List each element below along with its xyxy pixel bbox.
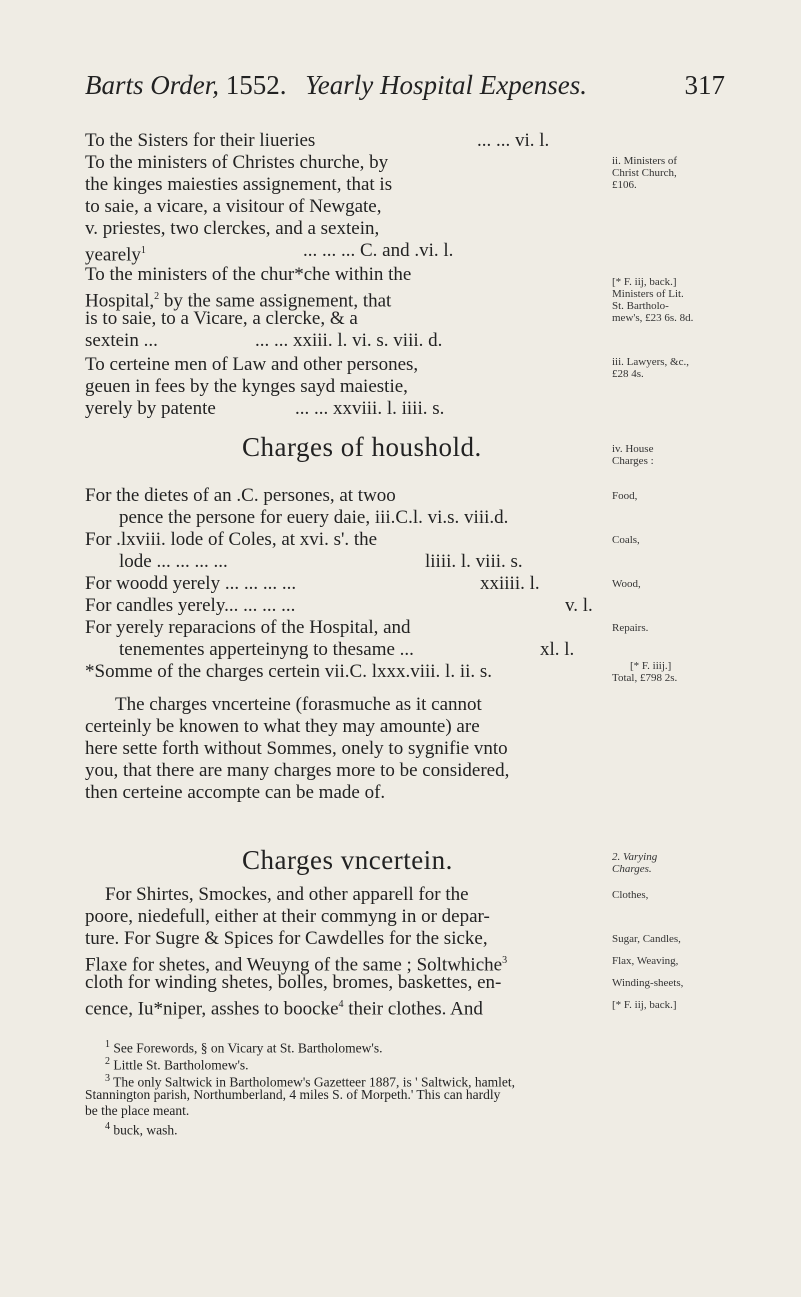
footnote-ref: 2: [154, 291, 160, 302]
header-title-italic: Barts Order,: [85, 70, 220, 100]
houshold-line: tenementes apperteinyng to thesame ...: [119, 639, 414, 660]
sidenote: Sugar, Candles,: [612, 933, 681, 945]
houshold-line: For the dietes of an .C. persones, at twoo: [85, 485, 396, 506]
footnote-continuation: Stannington parish, Northumberland, 4 miles S. of Morpeth.' This can hardly: [85, 1087, 501, 1102]
section-heading-vncertein: Charges vncertein.: [242, 845, 453, 875]
payment-line: sextein ...: [85, 330, 158, 351]
houshold-line: For yerely reparacions of the Hospital, and: [85, 617, 411, 638]
paragraph-line: cloth for winding shetes, bolles, bromes, baskettes, en-: [85, 972, 502, 993]
sidenote: ii. Ministers of: [612, 155, 678, 167]
sidenote: 2. Varying: [612, 851, 658, 863]
header-center-title: Yearly Hospital Expenses.: [305, 70, 587, 100]
paragraph-line: then certeine accompte can be made of.: [85, 782, 386, 803]
payment-line: To the ministers of Christes churche, by: [85, 152, 389, 173]
paragraph-line: cence, Iu*niper, asshes to boocke$^4$ their clothes. And: [85, 998, 483, 1020]
houshold-amount: v. l.: [565, 595, 593, 616]
payment-line: v. priestes, two clerckes, and a sextein,: [85, 218, 380, 239]
payment-line: geuen in fees by the kynges sayd maiestie,: [85, 376, 408, 397]
payment-amount: ... ... xxiii. l. vi. s. viii. d.: [255, 330, 443, 351]
payment-amount: ... ... ... C. and .vi. l.: [303, 240, 454, 261]
sidenote: Total, £798 2s.: [612, 672, 678, 684]
footnote-continuation: be the place meant.: [85, 1103, 190, 1118]
payment-line: Hospital,$^2$ by the same assignement, that: [85, 290, 392, 312]
footnote: $^2$ Little St. Bartholomew's.: [105, 1056, 249, 1073]
payment-line: To certeine men of Law and other persones,: [85, 354, 419, 375]
payment-line: yearely$^1$: [85, 244, 146, 266]
payment-line: To the Sisters for their liueries: [85, 130, 316, 151]
footnote: $^3$ The only Saltwick in Bartholomew's Gazetteer 1887, is ' Saltwick, hamlet,: [105, 1073, 516, 1090]
payment-line: To the ministers of the chur*che within the: [85, 264, 412, 285]
payment-line: to saie, a vicare, a visitour of Newgate,: [85, 196, 382, 217]
sidenote: £28 4s.: [612, 368, 644, 380]
paragraph-line: here sette forth without Sommes, onely to sygnifie vnto: [85, 738, 508, 759]
running-header: [85, 70, 725, 110]
footnote-ref: 1: [140, 245, 146, 256]
sidenote: [* F. iij, back.]: [612, 276, 677, 288]
paragraph-line: poore, niedefull, either at their commyng in or depar-: [85, 906, 490, 927]
paragraph-line: The charges vncerteine (forasmuche as it cannot: [115, 694, 482, 715]
payment-amount: ... ... xxviii. l. iiii. s.: [295, 398, 445, 419]
paragraph-line: certeinly be knowen to what they may amounte) are: [85, 716, 480, 737]
sidenote: Coals,: [612, 534, 640, 546]
sidenote: Wood,: [612, 578, 641, 590]
header-year: 1552.: [225, 70, 287, 100]
section-heading-houshold: Charges of houshold.: [242, 432, 482, 462]
sidenote: St. Bartholo-: [612, 300, 669, 312]
payment-amount: ... ... vi. l.: [477, 130, 550, 151]
sidenote: Clothes,: [612, 889, 649, 901]
houshold-amount: liiii. l. viii. s.: [425, 551, 523, 572]
sidenote: Charges :: [612, 455, 654, 467]
sidenote: Winding-sheets,: [612, 977, 684, 989]
sidenote: [* F. iiij.]: [630, 660, 672, 672]
sidenote: Ministers of Lit.: [612, 288, 684, 300]
paragraph-line: ture. For Sugre & Spices for Cawdelles for the sicke,: [85, 928, 488, 949]
footnote: $^4$ buck, wash.: [105, 1121, 178, 1138]
houshold-total-line: *Somme of the charges certein vii.C. lxxx.viii. l. ii. s.: [85, 661, 493, 682]
sidenote: [* F. iij, back.]: [612, 999, 677, 1011]
paragraph-line: For Shirtes, Smockes, and other apparell for the: [105, 884, 469, 905]
houshold-amount: xxiiii. l.: [480, 573, 540, 594]
sidenote: iv. House: [612, 443, 654, 455]
sidenote: mew's, £23 6s. 8d.: [612, 312, 694, 324]
houshold-line: pence the persone for euery daie, iii.C.l. vi.s. viii.d.: [119, 507, 509, 528]
houshold-line: For .lxviii. lode of Coles, at xvi. s'. the: [85, 529, 378, 550]
sidenote: Repairs.: [612, 622, 649, 634]
houshold-amount: xl. l.: [540, 639, 575, 660]
sidenote: iii. Lawyers, &c.,: [612, 356, 689, 368]
sidenote: Flax, Weaving,: [612, 955, 679, 967]
sidenote: Charges.: [612, 863, 652, 875]
sidenote: Christ Church,: [612, 167, 677, 179]
houshold-line: For candles yerely... ... ... ...: [85, 595, 296, 616]
sidenote: £106.: [612, 179, 637, 191]
payment-line: is to saie, to a Vicare, a clercke, & a: [85, 308, 358, 329]
footnote-ref: 4: [338, 999, 344, 1010]
payment-line: yerely by patente: [85, 398, 216, 419]
houshold-line: For woodd yerely ... ... ... ...: [85, 573, 297, 594]
houshold-line: lode ... ... ... ...: [119, 551, 228, 572]
sidenote: Food,: [612, 490, 638, 502]
payment-line: the kinges maiesties assignement, that is: [85, 174, 393, 195]
footnote-ref: 3: [502, 955, 508, 966]
paragraph-line: you, that there are many charges more to be considered,: [85, 760, 510, 781]
paragraph-line: Flaxe for shetes, and Weuyng of the same ; Soltwhiche$^3$: [85, 954, 508, 976]
page-number: 317: [684, 70, 725, 100]
footnote: $^1$ See Forewords, § on Vicary at St. Bartholomew's.: [105, 1039, 383, 1056]
